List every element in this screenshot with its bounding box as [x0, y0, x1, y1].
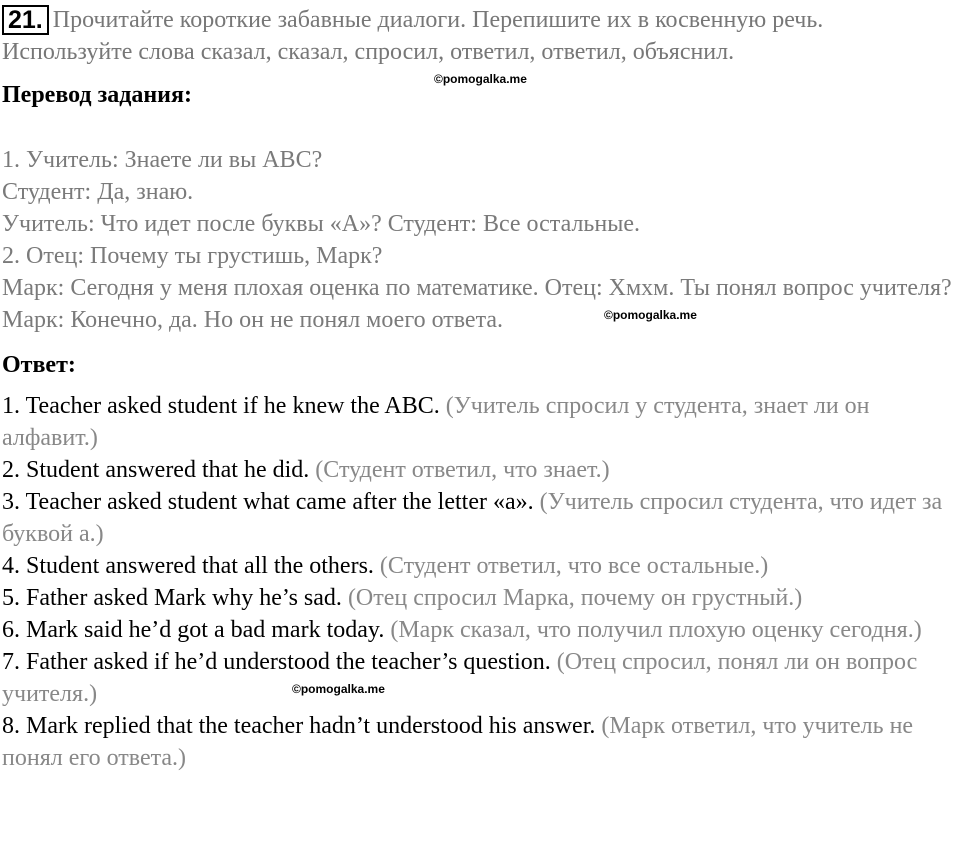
answer-list — [2, 390, 958, 774]
answer-item — [2, 454, 958, 486]
translation-line: Учитель: Что идет после буквы «A»? Студент: Все остальные. — [2, 211, 640, 237]
answer-english: 4. Student answered that all the others. — [2, 553, 374, 579]
answer-russian: (Марк сказал, что получил плохую оценку сегодня.) — [390, 617, 922, 643]
translation-line: 1. Учитель: Знаете ли вы ABC? — [2, 147, 323, 173]
translation-line: Марк: Сегодня у меня плохая оценка по математике. Отец: Хмхм. Ты понял вопрос учителя? — [2, 275, 952, 301]
task-instruction: Прочитайте короткие забавные диалоги. Перепишите их в косвенную речь. Используйте слова сказал, сказал, спросил, ответил, ответил, объяснил. — [2, 7, 824, 65]
task-number: 21. — [2, 5, 49, 35]
translation-line: Студент: Да, знаю. — [2, 179, 194, 205]
answer-russian: (Студент ответил, что все остальные.) — [379, 553, 769, 579]
answer-english: 1. Teacher asked student if he knew the ABC. — [2, 393, 440, 419]
answer-english: 3. Teacher asked student what came after the letter «a». — [2, 489, 534, 515]
watermark: ©pomogalka.me — [292, 682, 385, 696]
answer-russian: (Учитель спросил у студента, знает ли он алфавит.) — [2, 393, 870, 451]
document-page — [2, 0, 958, 774]
translation-line: Марк: Конечно, да. Но он не понял моего ответа. — [2, 307, 504, 333]
answer-item — [2, 582, 958, 614]
answer-english: 6. Mark said he’d got a bad mark today. — [2, 617, 385, 643]
answer-russian: (Отец спросил Марка, почему он грустный.) — [347, 585, 803, 611]
answer-item — [2, 486, 958, 550]
answer-russian: (Студент ответил, что знает.) — [315, 457, 610, 483]
watermark: ©pomogalka.me — [604, 308, 697, 322]
answer-english: 8. Mark replied that the teacher hadn’t understood his answer. — [2, 713, 596, 739]
answer-item — [2, 550, 958, 582]
answer-russian: (Отец спросил, понял ли он вопрос учителя.) — [2, 649, 918, 707]
translation-line: 2. Отец: Почему ты грустишь, Марк? — [2, 243, 383, 269]
answer-item — [2, 646, 958, 710]
answer-russian: (Учитель спросил студента, что идет за буквой a.) — [2, 489, 943, 547]
translation-title: Перевод задания: — [2, 82, 192, 108]
answer-english: 7. Father asked if he’d understood the teacher’s question. — [2, 649, 551, 675]
answer-item — [2, 710, 958, 774]
translation-lines — [2, 144, 958, 336]
answer-english: 5. Father asked Mark why he’s sad. — [2, 585, 348, 611]
answer-item — [2, 390, 958, 454]
answer-russian: (Марк ответил, что учитель не понял его ответа.) — [2, 713, 914, 771]
answer-english: 2. Student answered that he did. — [2, 457, 310, 483]
watermark: ©pomogalka.me — [434, 72, 527, 86]
answer-title: Ответ: — [2, 352, 76, 378]
answer-item — [2, 614, 958, 646]
task-header — [2, 4, 958, 68]
